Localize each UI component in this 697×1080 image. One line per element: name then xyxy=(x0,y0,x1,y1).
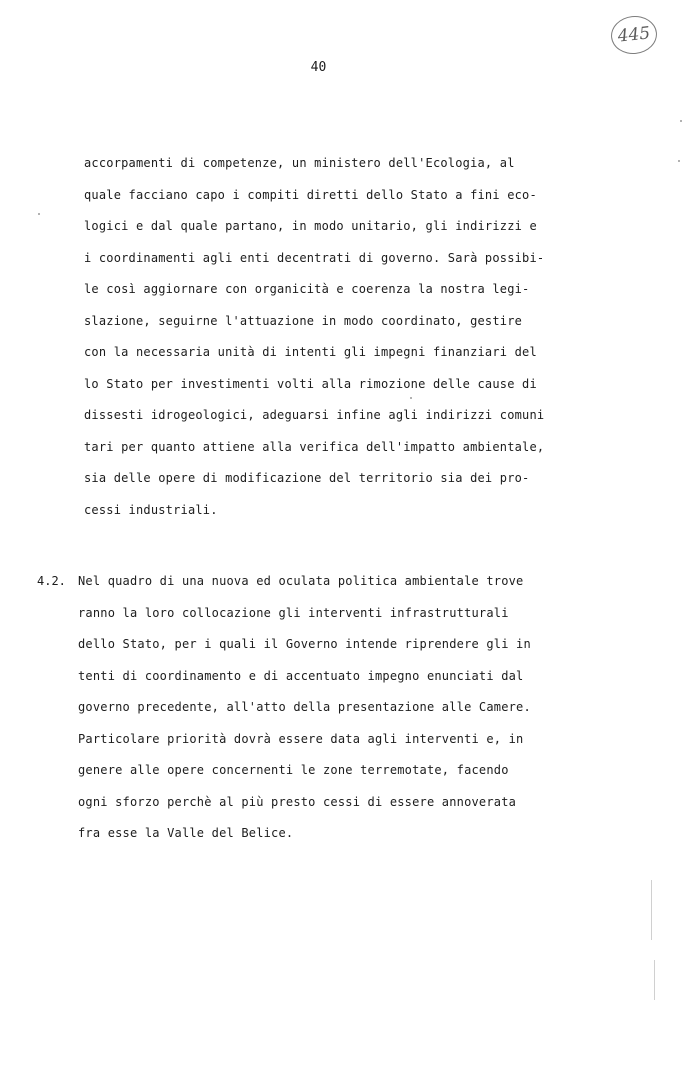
text-line: ranno la loro collocazione gli interventi infrastrutturali xyxy=(78,605,509,620)
text-line: con la necessaria unità di intenti gli impegni finanziari del xyxy=(84,345,537,359)
archive-stamp xyxy=(609,14,659,57)
text-line: slazione, seguirne l'attuazione in modo coordinato, gestire xyxy=(84,313,523,328)
archive-stamp-number: 445 xyxy=(616,23,652,47)
scan-speck xyxy=(680,120,682,122)
text-line: sia delle opere di modificazione del territorio sia dei pro- xyxy=(84,471,530,485)
text-line: fra esse la Valle del Belice. xyxy=(78,826,294,840)
paragraph-section-4-2 xyxy=(78,566,531,850)
text-line: quale facciano capo i compiti diretti dello Stato a fini eco- xyxy=(84,187,537,202)
text-line: Nel quadro di una nuova ed oculata politica ambientale trove xyxy=(78,574,524,588)
text-line: genere alle opere concernenti le zone terremotate, facendo xyxy=(78,763,509,777)
scan-speck xyxy=(678,160,680,162)
text-line: Particolare priorità dovrà essere data agli interventi e, in xyxy=(78,731,524,746)
text-line: cessi industriali. xyxy=(84,502,218,517)
text-line: logici e dal quale partano, in modo unitario, gli indirizzi e xyxy=(84,219,537,233)
text-line: tari per quanto attiene alla verifica dell'impatto ambientale, xyxy=(84,439,545,454)
text-line: ogni sforzo perchè al più presto cessi di essere annoverata xyxy=(78,794,517,809)
text-line: governo precedente, all'atto della presentazione alle Camere. xyxy=(78,700,531,714)
text-line: dissesti idrogeologici, adeguarsi infine agli indirizzi comuni xyxy=(84,408,545,422)
text-line: dello Stato, per i quali il Governo intende riprendere gli in xyxy=(78,637,531,651)
scan-artifact xyxy=(654,960,655,1000)
scan-speck xyxy=(38,213,40,215)
paragraph-continuation xyxy=(84,148,544,526)
text-line: i coordinamenti agli enti decentrati di governo. Sarà possibi- xyxy=(84,250,545,265)
scan-artifact xyxy=(651,880,652,940)
text-line: accorpamenti di competenze, un ministero dell'Ecologia, al xyxy=(84,156,515,170)
section-number: 4.2. xyxy=(37,574,66,588)
scan-speck xyxy=(410,397,412,399)
text-line: lo Stato per investimenti volti alla rimozione delle cause di xyxy=(84,376,537,391)
page-number: 40 xyxy=(310,60,327,75)
text-line: tenti di coordinamento e di accentuato impegno enunciati dal xyxy=(78,668,524,683)
text-line: le così aggiornare con organicità e coerenza la nostra legi- xyxy=(84,282,530,296)
